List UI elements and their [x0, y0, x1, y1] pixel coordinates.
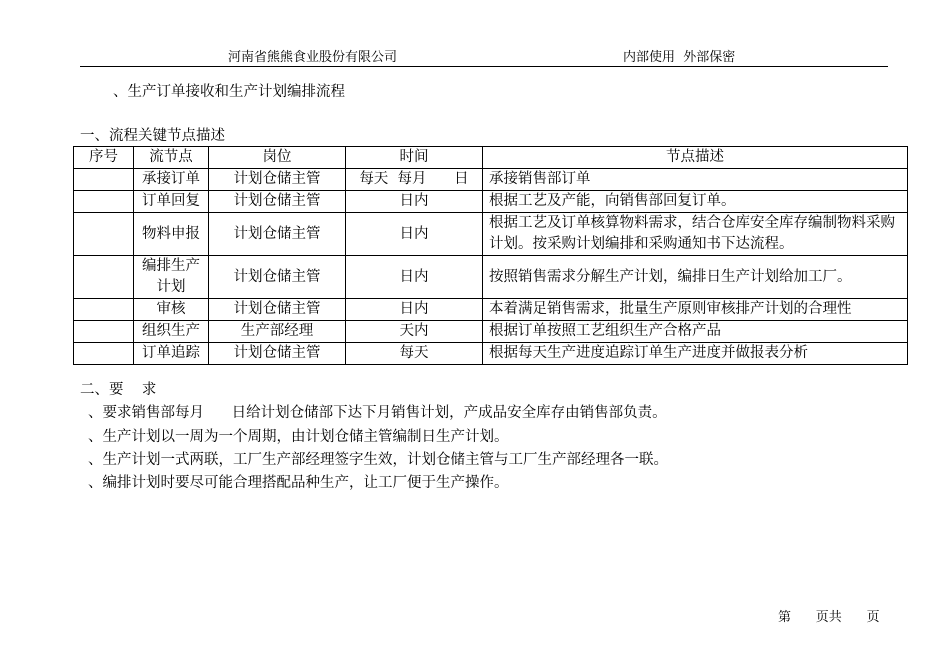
- header-desc: 节点描述: [483, 147, 908, 169]
- requirement-item: 、编排计划时要尽可能合理搭配品种生产，让工厂便于生产操作。: [88, 475, 509, 491]
- cell-node: 组织生产: [134, 321, 209, 343]
- requirement-item: 、生产计划一式两联，工厂生产部经理签字生效，计划仓储主管与工厂生产部经理各一联。: [88, 452, 668, 468]
- cell-desc: 按照销售需求分解生产计划，编排日生产计划给加工厂。: [483, 256, 908, 299]
- cell-time: 日内: [346, 213, 483, 256]
- cell-time: 天内: [346, 321, 483, 343]
- cell-no: [74, 256, 134, 299]
- table-header-row: [74, 147, 908, 169]
- cell-desc: 根据订单按照工艺组织生产合格产品: [483, 321, 908, 343]
- cell-node: 订单回复: [134, 191, 209, 213]
- requirement-item: 、要求销售部每月 日给计划仓储部下达下月销售计划，产成品安全库存由销售部负责。: [88, 405, 667, 421]
- cell-post: 计划仓储主管: [209, 169, 346, 191]
- cell-no: [74, 343, 134, 365]
- cell-desc: 本着满足销售需求，批量生产原则审核排产计划的合理性: [483, 299, 908, 321]
- cell-node: 订单追踪: [134, 343, 209, 365]
- cell-time: 每天 每月 日: [346, 169, 483, 191]
- table-row: [74, 299, 908, 321]
- section-1-title: 一、流程关键节点描述: [80, 128, 225, 144]
- table-row: [74, 169, 908, 191]
- cell-desc: 根据工艺及订单核算物料需求，结合仓库安全库存编制物料采购计划。按采购计划编排和采购通知书下达流程。: [483, 213, 908, 256]
- cell-post: 生产部经理: [209, 321, 346, 343]
- table-row: [74, 343, 908, 365]
- cell-node: 编排生产计划: [134, 256, 209, 299]
- cell-node: 物料申报: [134, 213, 209, 256]
- cell-time: 日内: [346, 299, 483, 321]
- cell-no: [74, 169, 134, 191]
- table-row: [74, 213, 908, 256]
- cell-post: 计划仓储主管: [209, 256, 346, 299]
- section-2-title: 二、要 求: [80, 382, 157, 398]
- cell-node: 审核: [134, 299, 209, 321]
- table-row: [74, 321, 908, 343]
- cell-time: 每天: [346, 343, 483, 365]
- requirement-item: 、生产计划以一周为一个周期，由计划仓储主管编制日生产计划。: [88, 429, 509, 445]
- table-row: [74, 191, 908, 213]
- cell-no: [74, 213, 134, 256]
- page-footer: 第 页共 页: [778, 610, 880, 625]
- cell-time: 日内: [346, 191, 483, 213]
- cell-desc: 根据每天生产进度追踪订单生产进度并做报表分析: [483, 343, 908, 365]
- cell-desc: 根据工艺及产能，向销售部回复订单。: [483, 191, 908, 213]
- cell-post: 计划仓储主管: [209, 299, 346, 321]
- cell-time: 日内: [346, 256, 483, 299]
- cell-no: [74, 299, 134, 321]
- cell-post: 计划仓储主管: [209, 343, 346, 365]
- confidential-label: 内部使用 外部保密: [623, 50, 736, 65]
- cell-post: 计划仓储主管: [209, 191, 346, 213]
- cell-post: 计划仓储主管: [209, 213, 346, 256]
- cell-node: 承接订单: [134, 169, 209, 191]
- cell-no: [74, 191, 134, 213]
- document-title: 、生产订单接收和生产计划编排流程: [113, 84, 345, 100]
- cell-desc: 承接销售部订单: [483, 169, 908, 191]
- header-rule: [80, 66, 888, 67]
- header-no: 序号: [74, 147, 134, 169]
- cell-no: [74, 321, 134, 343]
- process-node-table: [73, 146, 908, 365]
- table-row: [74, 256, 908, 299]
- header-post: 岗位: [209, 147, 346, 169]
- header-node: 流节点: [134, 147, 209, 169]
- header-time: 时间: [346, 147, 483, 169]
- company-name: 河南省熊熊食业股份有限公司: [228, 50, 398, 65]
